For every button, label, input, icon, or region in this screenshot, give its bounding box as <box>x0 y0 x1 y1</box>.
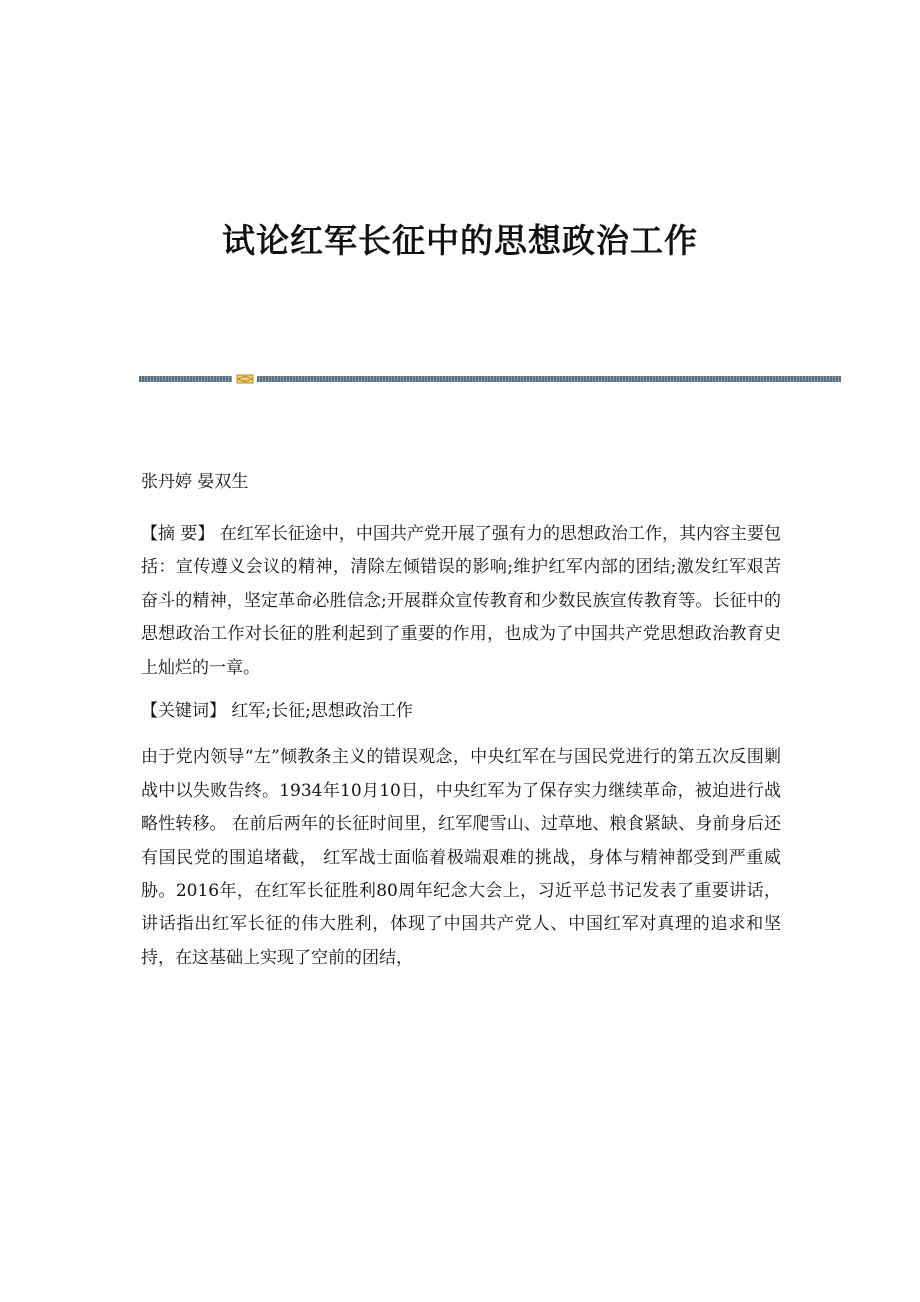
body-paragraph: 由于党内领导“左”倾教条主义的错误观念，中央红军在与国民党进行的第五次反围剿战中以失败告终。1934年10月10日，中央红军为了保存实力继续革命，被迫进行战略性转移。 在前后两年的长征时间里，红军爬雪山、过草地、粮食紧缺、身前身后还有国民党的围追堵截， 红军战士面临着极端艰难的挑战，身体与精神都受到严重威胁。2016年，在红军长征胜利80周年纪念大会上，习近平总书记发表了重要讲话，讲话指出红军长征的伟大胜利，体现了中国共产党人、中国红军对真理的追求和坚持，在这基础上实现了空前的团结， <box>141 747 781 968</box>
keywords-label: 【关键词】 <box>141 701 226 722</box>
divider-bar-left <box>139 376 232 382</box>
abstract-text: 在红军长征途中，中国共产党开展了强有力的思想政治工作，其内容主要包括：宣传遵义会议的精神，清除左倾错误的影响;维护红军内部的团结;激发红军艰苦奋斗的精神，坚定革命必胜信念;开展群众宣传教育和少数民族宣传教育等。长征中的思想政治工作对长征的胜利起到了重要的作用，也成为了中国共产党思想政治教育史上灿烂的一章。 <box>141 524 782 678</box>
authors: 张丹婷 晏双生 <box>141 472 249 492</box>
title-divider <box>139 374 841 384</box>
diamond-ornament-icon <box>236 374 254 384</box>
document-title: 试论红军长征中的思想政治工作 <box>222 221 698 260</box>
document-body <box>141 468 781 975</box>
divider-bar-right <box>257 376 841 382</box>
abstract <box>141 518 781 685</box>
keywords-text: 红军;长征;思想政治工作 <box>226 701 413 722</box>
keywords <box>141 695 781 728</box>
abstract-label: 【摘 要】 <box>141 524 215 544</box>
